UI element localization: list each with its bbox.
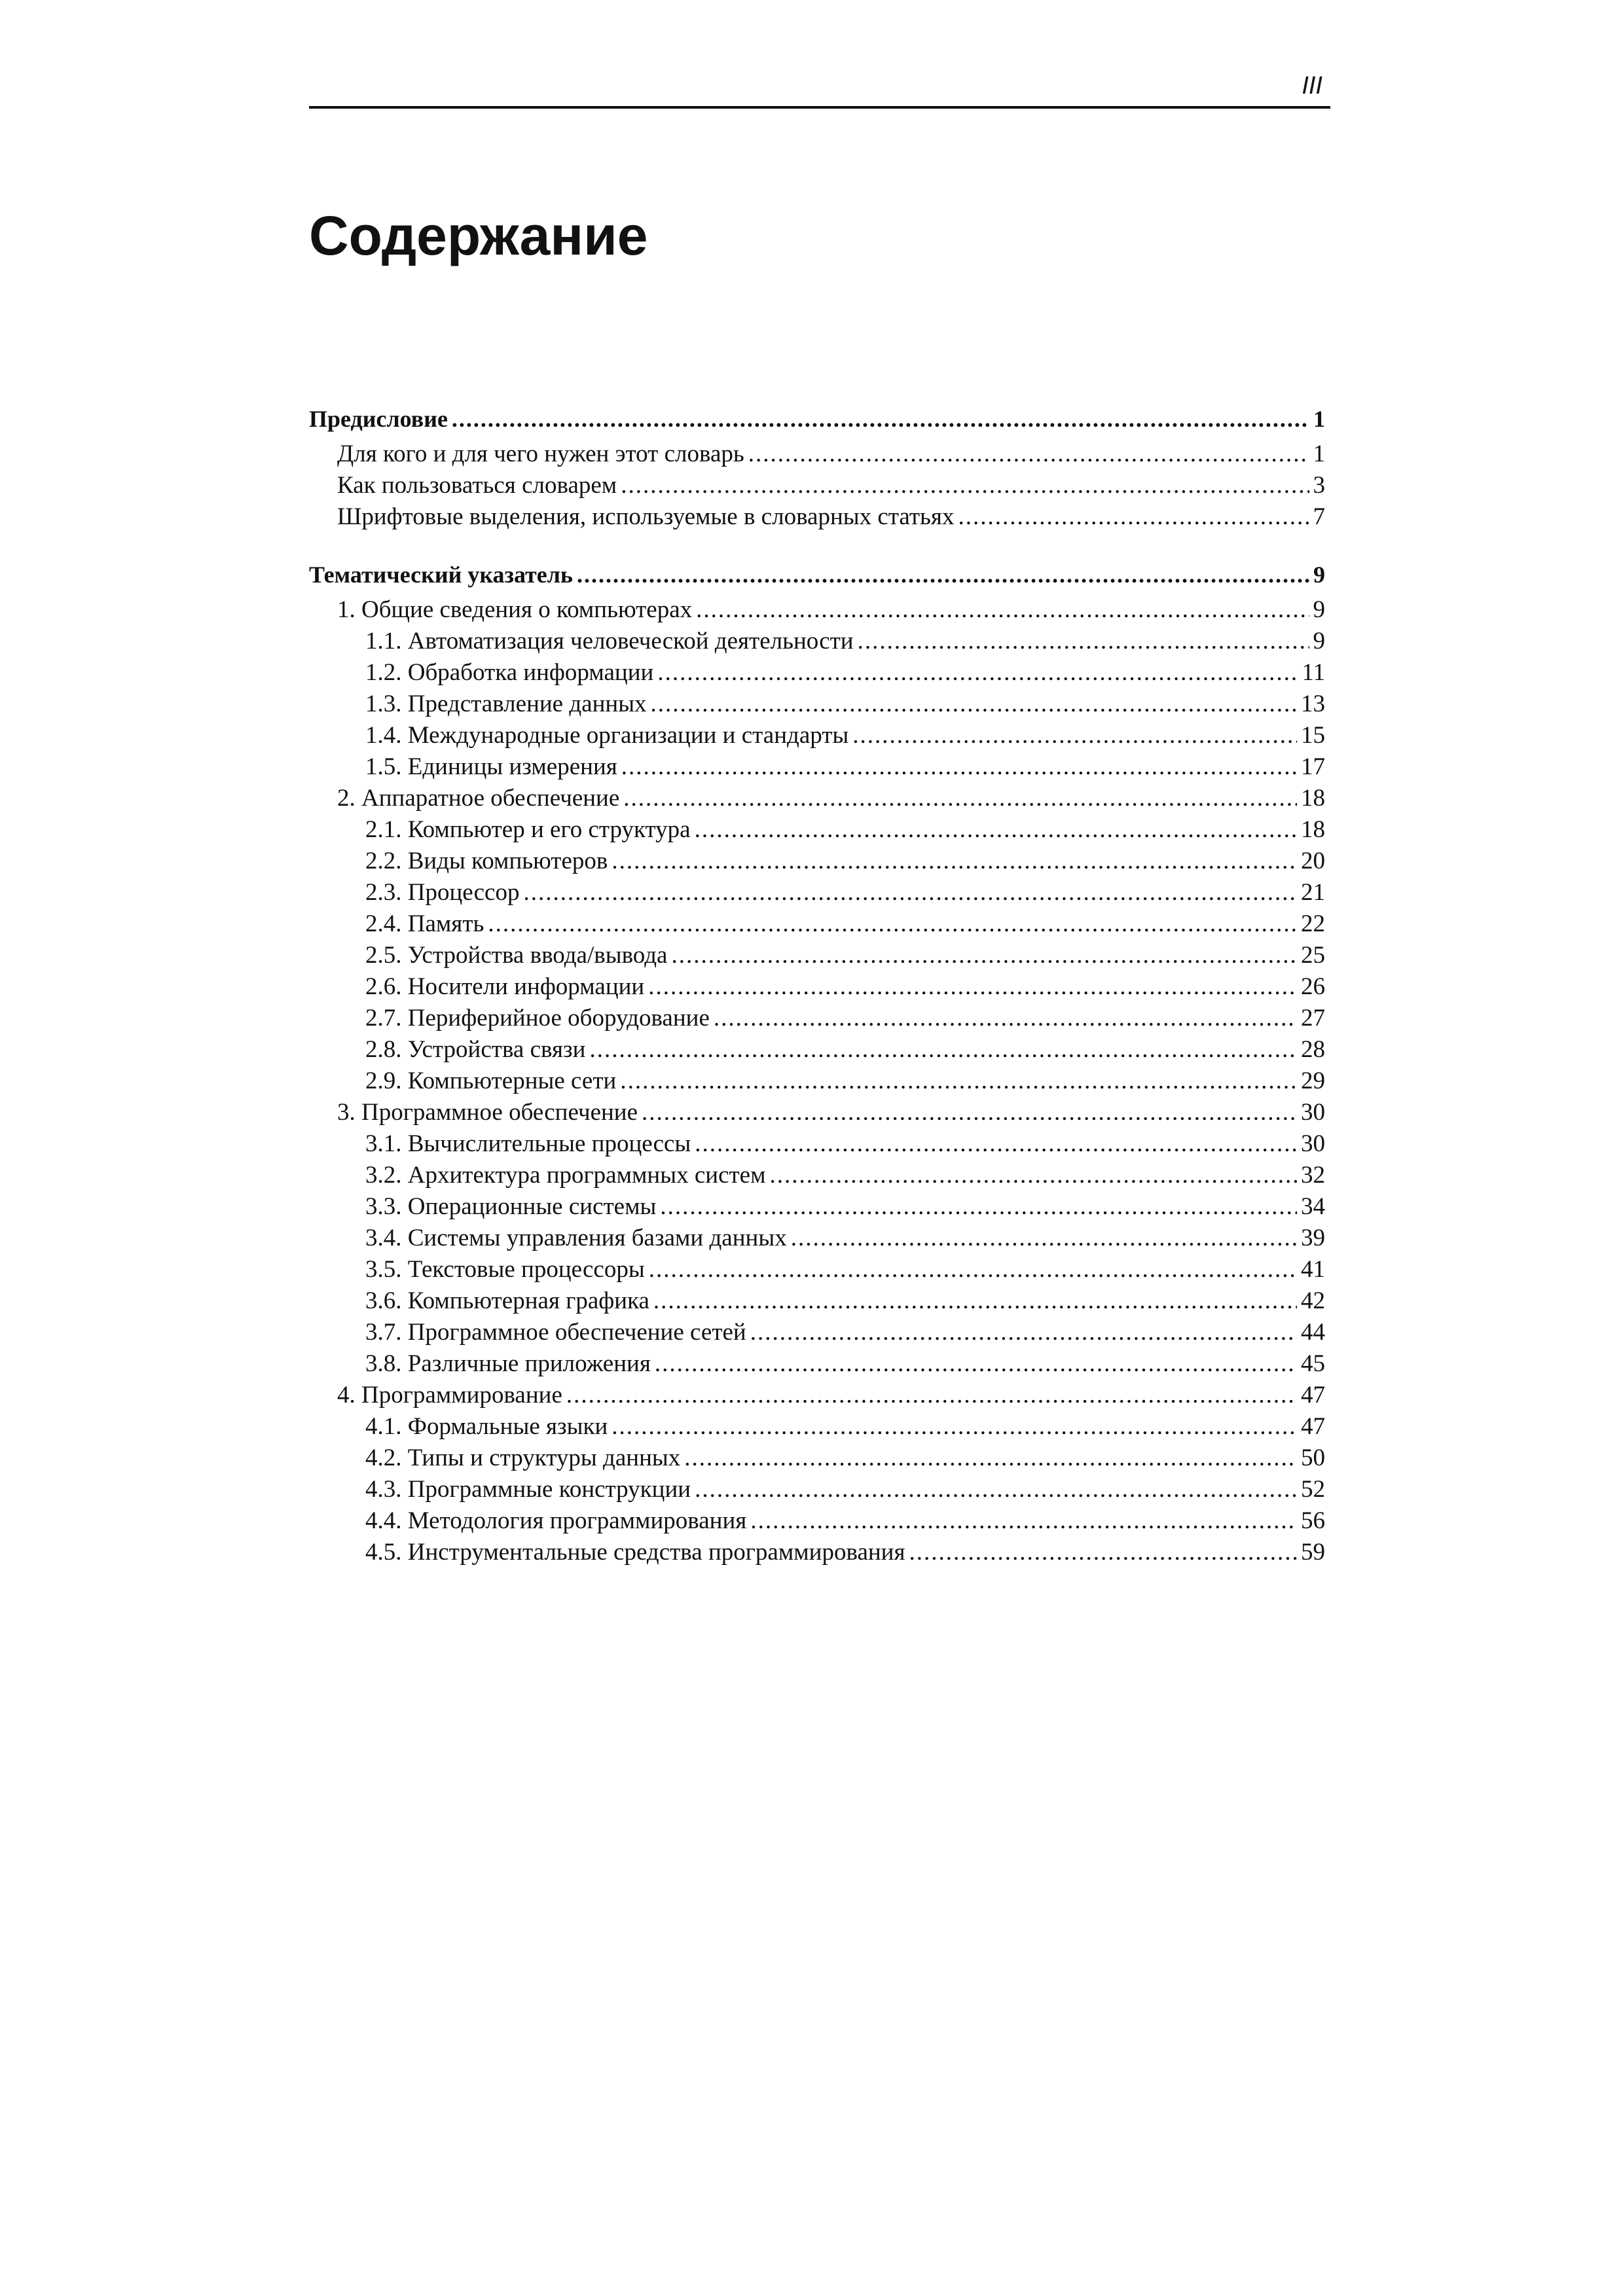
- toc-page-number: 45: [1301, 1350, 1325, 1377]
- toc-entry-title: 2.4. Память: [365, 910, 484, 937]
- dot-leader: [611, 1411, 1297, 1443]
- toc-section-preface: [309, 401, 1325, 533]
- toc-entry-title: 4.2. Типы и структуры данных: [365, 1444, 681, 1471]
- toc-page-number: 42: [1301, 1287, 1325, 1314]
- dot-leader: [695, 1128, 1297, 1160]
- toc-entry-title: 2. Аппаратное обеспечение: [337, 785, 620, 812]
- toc-entry[interactable]: [309, 1003, 1325, 1034]
- toc-entry[interactable]: [309, 940, 1325, 971]
- toc-section-index: [309, 556, 1325, 1568]
- toc-entry-title: 2.5. Устройства ввода/вывода: [365, 942, 668, 969]
- toc-entry[interactable]: [309, 501, 1325, 533]
- dot-leader: [695, 1474, 1297, 1505]
- toc-entry[interactable]: [309, 1128, 1325, 1160]
- toc-entry-title: 4. Программирование: [337, 1382, 562, 1408]
- toc-entry[interactable]: [309, 1317, 1325, 1348]
- toc-entry-title: 2.3. Процессор: [365, 879, 520, 906]
- dot-leader: [671, 940, 1297, 971]
- dot-leader: [660, 1191, 1297, 1223]
- toc-entry-title: 1. Общие сведения о компьютерах: [337, 596, 693, 623]
- toc-page-number: 26: [1301, 973, 1325, 1000]
- toc-entry-title: 2.1. Компьютер и его структура: [365, 816, 691, 843]
- dot-leader: [653, 1285, 1297, 1317]
- toc-entry[interactable]: [309, 1380, 1325, 1411]
- toc-entry-title: 3.7. Программное обеспечение сетей: [365, 1319, 746, 1346]
- dot-leader: [909, 1537, 1298, 1568]
- dot-leader: [714, 1003, 1297, 1034]
- dot-leader: [452, 401, 1309, 437]
- toc-entry-title: 1.4. Международные организации и стандарты: [365, 722, 849, 749]
- toc-entry[interactable]: [309, 1223, 1325, 1254]
- toc-entry[interactable]: [309, 720, 1325, 751]
- toc-page-number: 28: [1301, 1036, 1325, 1063]
- dot-leader: [611, 846, 1297, 877]
- toc-entry-title: 4.1. Формальные языки: [365, 1413, 608, 1440]
- toc-entry-title: 1.2. Обработка информации: [365, 659, 654, 686]
- toc-entry[interactable]: [309, 1191, 1325, 1223]
- dot-leader: [648, 971, 1297, 1003]
- dot-leader: [958, 501, 1309, 533]
- toc-entry[interactable]: [309, 751, 1325, 783]
- toc-page-number: 47: [1301, 1413, 1325, 1440]
- dot-leader: [657, 657, 1298, 689]
- page-title: Содержание: [309, 205, 648, 266]
- toc-entry[interactable]: [309, 814, 1325, 846]
- dot-leader: [523, 877, 1297, 908]
- toc-entry[interactable]: [309, 877, 1325, 908]
- toc-entry-title: 3.4. Системы управления базами данных: [365, 1225, 787, 1251]
- toc-entry[interactable]: [309, 439, 1325, 470]
- toc-page-number: 17: [1301, 753, 1325, 780]
- toc-page-number: 3: [1313, 472, 1325, 499]
- toc-entry[interactable]: [309, 470, 1325, 501]
- toc-page-number: 30: [1301, 1099, 1325, 1126]
- toc-page-number: 56: [1301, 1507, 1325, 1534]
- toc-page-number: 21: [1301, 879, 1325, 906]
- toc-heading-preface[interactable]: [309, 401, 1325, 437]
- dot-leader: [577, 556, 1309, 593]
- toc-preface-items: [309, 439, 1325, 533]
- dot-leader: [651, 689, 1297, 720]
- dot-leader: [589, 1034, 1297, 1066]
- dot-leader: [488, 908, 1297, 940]
- dot-leader: [791, 1223, 1297, 1254]
- toc-entry[interactable]: [309, 1537, 1325, 1568]
- toc-page-number: 15: [1301, 722, 1325, 749]
- toc-page-number: 41: [1301, 1256, 1325, 1283]
- toc-entry-title: Для кого и для чего нужен этот словарь: [337, 440, 744, 467]
- toc-entry[interactable]: [309, 1097, 1325, 1128]
- toc-page-number: 7: [1313, 503, 1325, 530]
- dot-leader: [684, 1443, 1297, 1474]
- dot-leader: [623, 783, 1297, 814]
- toc-page-number: 20: [1301, 848, 1325, 874]
- toc-page-number: 13: [1301, 691, 1325, 717]
- toc-entry[interactable]: [309, 971, 1325, 1003]
- toc-entry-title: 1.5. Единицы измерения: [365, 753, 617, 780]
- toc-entry-title: 1.3. Представление данных: [365, 691, 647, 717]
- toc-page-number: 1: [1313, 440, 1325, 467]
- toc-entry[interactable]: [309, 1285, 1325, 1317]
- toc-page-number: 18: [1301, 785, 1325, 812]
- toc-entry-title: 1.1. Автоматизация человеческой деятельности: [365, 628, 854, 655]
- toc-entry-title: 3.6. Компьютерная графика: [365, 1287, 649, 1314]
- dot-leader: [695, 814, 1297, 846]
- toc-entry[interactable]: [309, 1443, 1325, 1474]
- dot-leader: [649, 1254, 1297, 1285]
- dot-leader: [852, 720, 1297, 751]
- toc-entry[interactable]: [309, 689, 1325, 720]
- toc-entry-title: 3.1. Вычислительные процессы: [365, 1130, 691, 1157]
- toc-heading-title: Предисловие: [309, 406, 448, 432]
- dot-leader: [770, 1160, 1298, 1191]
- toc-entry[interactable]: [309, 1034, 1325, 1066]
- toc-heading-title: Тематический указатель: [309, 562, 573, 588]
- toc-entry-title: 2.7. Периферийное оборудование: [365, 1005, 710, 1031]
- toc-entry-title: 3.3. Операционные системы: [365, 1193, 657, 1220]
- toc-page-number: 25: [1301, 942, 1325, 969]
- toc-page-number: 27: [1301, 1005, 1325, 1031]
- toc-entry[interactable]: [309, 594, 1325, 626]
- toc-entry-title: 2.8. Устройства связи: [365, 1036, 586, 1063]
- toc-page-number: 32: [1301, 1162, 1325, 1189]
- toc-page-number: 29: [1301, 1067, 1325, 1094]
- toc-page-number: 50: [1301, 1444, 1325, 1471]
- toc-entry[interactable]: [309, 846, 1325, 877]
- toc-entry-title: 4.4. Методология программирования: [365, 1507, 747, 1534]
- dot-leader: [696, 594, 1309, 626]
- dot-leader: [621, 751, 1297, 783]
- toc-heading-index[interactable]: [309, 556, 1325, 593]
- toc-page-number: 30: [1301, 1130, 1325, 1157]
- toc-page-number: 9: [1313, 562, 1325, 588]
- running-page-number: III: [1302, 72, 1322, 99]
- toc-entry[interactable]: [309, 1066, 1325, 1097]
- toc-entry[interactable]: [309, 1254, 1325, 1285]
- dot-leader: [620, 1066, 1297, 1097]
- dot-leader: [750, 1317, 1297, 1348]
- dot-leader: [566, 1380, 1297, 1411]
- toc-entry[interactable]: [309, 1160, 1325, 1191]
- toc-entry[interactable]: [309, 908, 1325, 940]
- toc-entry-title: Шрифтовые выделения, используемые в словарных статьях: [337, 503, 955, 530]
- header-rule: [309, 106, 1330, 109]
- dot-leader: [642, 1097, 1297, 1128]
- toc-entry[interactable]: [309, 1348, 1325, 1380]
- toc-entry-title: 3.5. Текстовые процессоры: [365, 1256, 645, 1283]
- toc-entry[interactable]: [309, 1505, 1325, 1537]
- dot-leader: [621, 470, 1309, 501]
- toc-entry-title: 4.5. Инструментальные средства программирования: [365, 1539, 905, 1566]
- toc-page-number: 59: [1301, 1539, 1325, 1566]
- toc-entry-title: 3.2. Архитектура программных систем: [365, 1162, 766, 1189]
- toc-page-number: 18: [1301, 816, 1325, 843]
- table-of-contents: [309, 401, 1325, 1568]
- toc-entry-title: Как пользоваться словарем: [337, 472, 617, 499]
- toc-entry-title: 2.6. Носители информации: [365, 973, 645, 1000]
- toc-page-number: 9: [1313, 628, 1325, 655]
- toc-page-number: 44: [1301, 1319, 1325, 1346]
- toc-entry-title: 3. Программное обеспечение: [337, 1099, 638, 1126]
- toc-page-number: 52: [1301, 1476, 1325, 1503]
- toc-page-number: 47: [1301, 1382, 1325, 1408]
- toc-entry[interactable]: [309, 783, 1325, 814]
- toc-index-items: [309, 594, 1325, 1568]
- dot-leader: [655, 1348, 1297, 1380]
- dot-leader: [750, 1505, 1297, 1537]
- toc-page-number: 34: [1301, 1193, 1325, 1220]
- toc-entry-title: 2.9. Компьютерные сети: [365, 1067, 617, 1094]
- toc-entry[interactable]: [309, 657, 1325, 689]
- toc-page-number: 1: [1313, 406, 1325, 432]
- toc-entry-title: 4.3. Программные конструкции: [365, 1476, 691, 1503]
- toc-entry-title: 2.2. Виды компьютеров: [365, 848, 608, 874]
- toc-page-number: 39: [1301, 1225, 1325, 1251]
- toc-page-number: 9: [1313, 596, 1325, 623]
- toc-entry[interactable]: [309, 1411, 1325, 1443]
- toc-entry[interactable]: [309, 626, 1325, 657]
- toc-entry[interactable]: [309, 1474, 1325, 1505]
- toc-page-number: 22: [1301, 910, 1325, 937]
- toc-entry-title: 3.8. Различные приложения: [365, 1350, 651, 1377]
- dot-leader: [858, 626, 1309, 657]
- toc-page-number: 11: [1302, 659, 1325, 686]
- dot-leader: [748, 439, 1309, 470]
